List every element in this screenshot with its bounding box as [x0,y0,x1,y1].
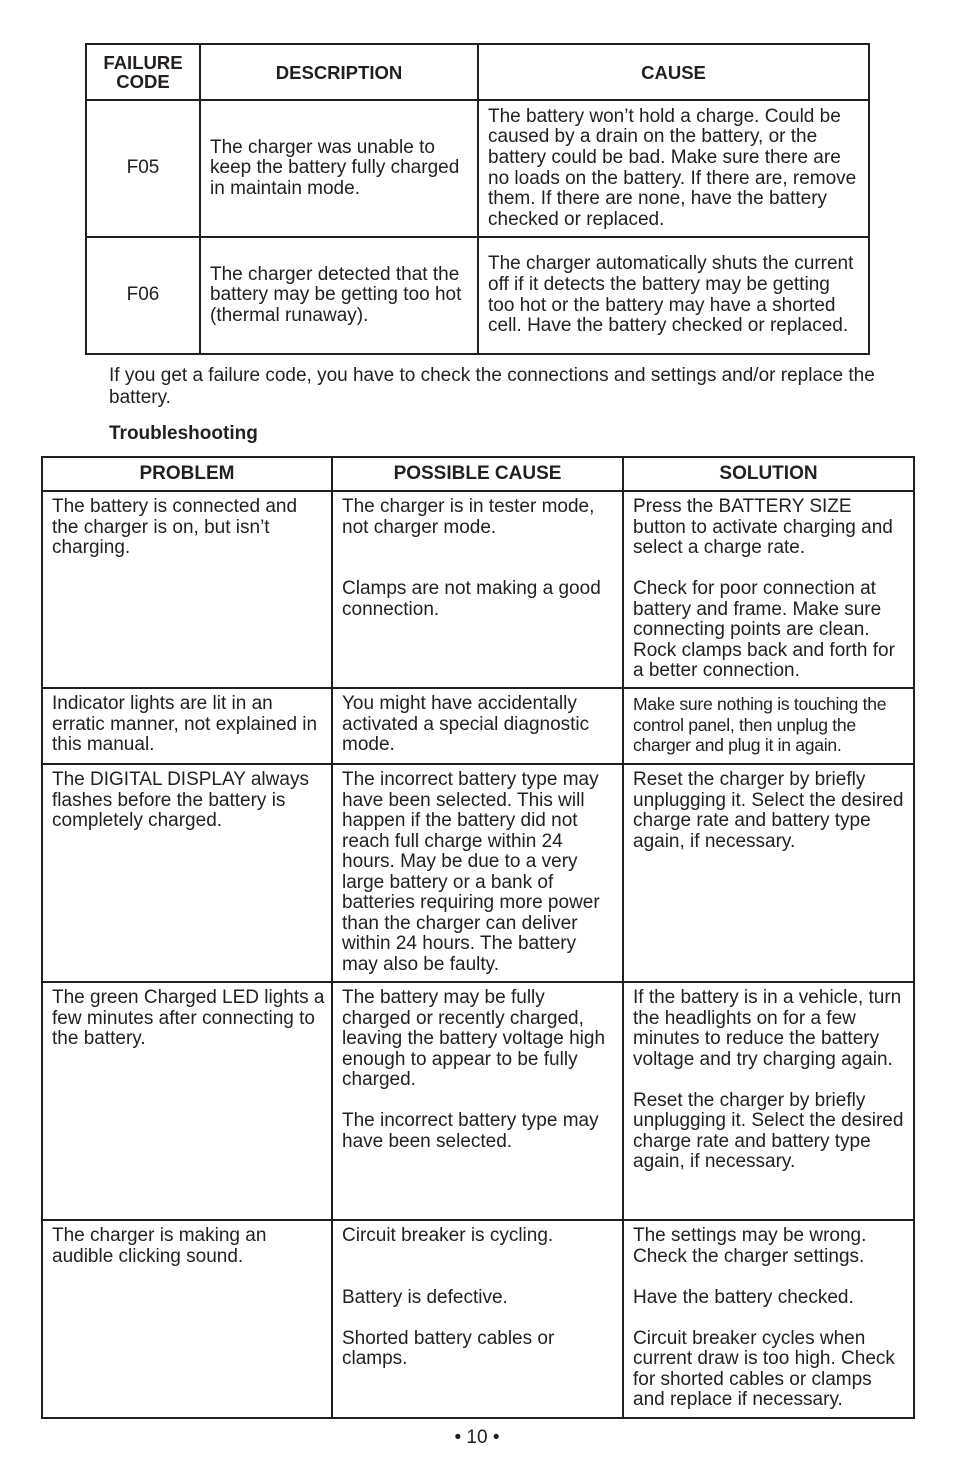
problem-cell [42,1220,332,1418]
table-row [42,491,914,688]
cause-header: CAUSE [478,44,869,100]
description-cell: The charger was unable to keep the battery fully charged in maintain mode. [200,100,478,237]
failure-code-header-line1: FAILURE [103,52,183,73]
solution-text: Circuit breaker cycles when current draw is too high. Check for shorted cables or clamps and replace if necessary. [633,1327,895,1410]
cause-text: The incorrect battery type may have been selected. [342,1110,599,1152]
solution-text: Have the battery checked. [633,1286,854,1308]
description-header: DESCRIPTION [200,44,478,100]
problem-cell [42,688,332,764]
solution-cell [623,764,914,982]
page-number: • 10 • [454,1427,500,1448]
problem-text: The battery is connected and the charger is on, but isn’t charging. [52,496,298,558]
solution-cell [623,982,914,1220]
cause-text: Shorted battery cables or clamps. [342,1327,555,1369]
possible-cause-cell [332,688,623,764]
table-row [86,100,869,237]
failure-code-note: If you get a failure code, you have to check the connections and settings and/or replace the battery. [109,365,875,408]
solution-cell [623,491,914,688]
possible-cause-cell [332,1220,623,1418]
failure-table-header [86,44,869,100]
troubleshooting-table-header [42,457,914,491]
failure-code-cell: F06 [86,237,200,354]
solution-text: Check for poor connection at battery and frame. Make sure connecting points are clean. Rock clamps back and forth for a better connection. [633,578,895,681]
solution-cell [623,1220,914,1418]
solution-text: The settings may be wrong. Check the charger settings. [633,1225,867,1267]
failure-code-table [85,43,870,355]
cause-text: Battery is defective. [342,1286,508,1308]
problem-text: The charger is making an audible clicking sound. [52,1225,267,1267]
solution-header: SOLUTION [623,457,914,491]
cause-text: Clamps are not making a good connection. [342,578,601,620]
table-row [42,688,914,764]
possible-cause-cell [332,982,623,1220]
problem-text: The DIGITAL DISPLAY always flashes before the battery is completely charged. [52,769,309,831]
cause-text: The incorrect battery type may have been selected. This will happen if the battery did not reach full charge within 24 hours. May be due to a very large battery or a bank of batteries requiring more power than the charger can deliver within 24 hours. The battery may also be faulty. [342,769,600,975]
cause-cell: The charger automatically shuts the current off if it detects the battery may be getting too hot or the battery may have a shorted cell. Have the battery checked or replaced. [478,237,869,354]
cause-text: You might have accidentally activated a special diagnostic mode. [342,693,590,755]
solution-text: Reset the charger by briefly unplugging it. Select the desired charge rate and battery type again, if necessary. [633,769,904,852]
problem-cell [42,491,332,688]
failure-code-cell: F05 [86,100,200,237]
cause-text: The charger is in tester mode, not charger mode. [342,496,595,538]
possible-cause-cell [332,491,623,688]
solution-text: Press the BATTERY SIZE button to activate charging and select a charge rate. [633,496,893,558]
table-row [42,1220,914,1418]
solution-text: Reset the charger by briefly unplugging it. Select the desired charge rate and battery type again, if necessary. [633,1089,904,1172]
description-cell: The charger detected that the battery may be getting too hot (thermal runaway). [200,237,478,354]
problem-header: PROBLEM [42,457,332,491]
troubleshooting-table [41,456,915,1419]
cause-text: The battery may be fully charged or recently charged, leaving the battery voltage high enough to appear to be fully charged. [342,987,606,1090]
problem-text: Indicator lights are lit in an erratic manner, not explained in this manual. [52,693,318,755]
failure-code-header [86,44,200,100]
possible-cause-cell [332,764,623,982]
solution-text: If the battery is in a vehicle, turn the headlights on for a few minutes to reduce the battery voltage and try charging again. [633,987,902,1070]
solution-cell [623,688,914,764]
cause-text: Circuit breaker is cycling. [342,1225,554,1246]
failure-code-header-line2: CODE [116,71,170,92]
table-row [86,237,869,354]
table-row [42,982,914,1220]
possible-cause-header: POSSIBLE CAUSE [332,457,623,491]
cause-cell: The battery won’t hold a charge. Could be caused by a drain on the battery, or the battery could be bad. Make sure there are no loads on the battery. If there are, remove them. If there are none, have the battery checked or replaced. [478,100,869,237]
problem-cell [42,764,332,982]
troubleshooting-heading: Troubleshooting [109,423,258,444]
problem-cell [42,982,332,1220]
solution-text: Make sure nothing is touching the control panel, then unplug the charger and plug it in again. [633,694,887,755]
problem-text: The green Charged LED lights a few minutes after connecting to the battery. [52,987,325,1049]
table-row [42,764,914,982]
